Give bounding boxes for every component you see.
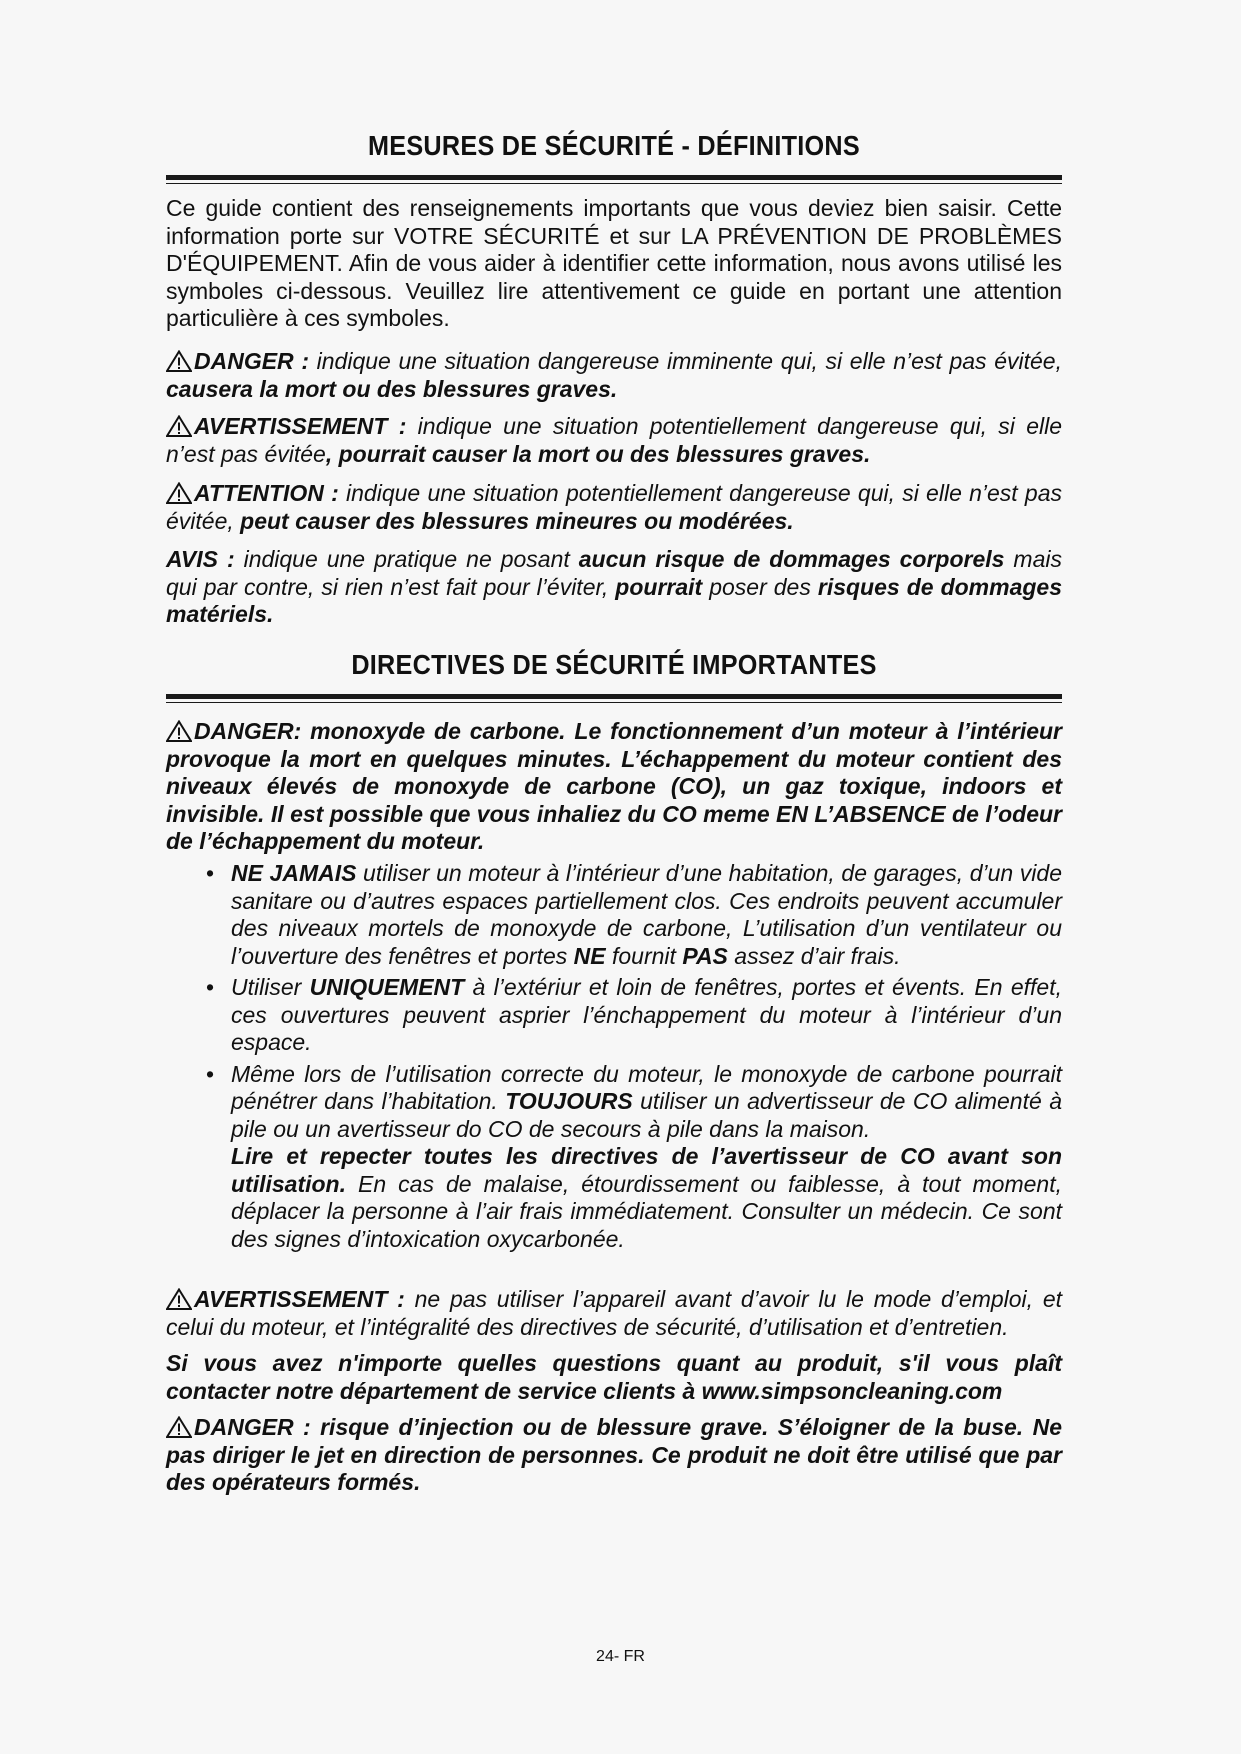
- definition-danger: DANGER : indique une situation dangereuse imminente qui, si elle n’est pas évitée, causera la mort ou des blessures graves.: [166, 348, 1062, 402]
- bullet-item-co-detector: • Même lors de l’utilisation correcte du moteur, le monoxyde de carbone pourrait pénétrer dans l’habitation. TOUJOURS utiliser un advertisseur de CO alimenté à pile ou un avertisseur do CO de secours à pile dans la maison. Lire et repecter toutes les directives de l’avertisseur de CO avant son utilisation. En cas de malaise, étourdissement ou faiblesse, à tout moment, déplacer la personne à l’air frais immédiatement. Consulter un médecin. Ce sont des signes d’intoxication oxycarbonée.: [206, 1060, 1062, 1252]
- page-number: 24- FR: [596, 1648, 645, 1665]
- co-bullet-list: [166, 860, 1062, 1257]
- avertissement-read-manual: AVERTISSEMENT : ne pas utiliser l’appareil avant d’avoir lu le mode d’emploi, et celui du moteur, et l’intégralité des directives de sécurité, d’utilisation et d’entretien.: [166, 1286, 1062, 1340]
- warning-triangle-icon: [166, 415, 192, 437]
- warning-triangle-icon: [166, 350, 192, 372]
- bullet-mark: •: [206, 974, 215, 1000]
- definition-avis: AVIS : indique une pratique ne posant aucun risque de dommages corporels mais qui par contre, si rien n’est fait pour l’éviter, pourrait poser des risques de dommages matériels.: [166, 546, 1062, 627]
- definition-attention: ATTENTION : indique une situation potentiellement dangereuse qui, si elle n’est pas évitée, peut causer des blessures mineures ou modérées.: [166, 480, 1062, 534]
- bullet-item-outdoors-only: • Utiliser UNIQUEMENT à l’extériur et loin de fenêtres, portes et évents. En effet, ces ouvertures peuvent asprier l’énchappement du moteur à l’intérieur d’un espace.: [206, 974, 1062, 1055]
- heading-rule: [166, 175, 1062, 184]
- heading-rule: [166, 694, 1062, 703]
- warning-triangle-icon: [166, 482, 192, 504]
- contact-statement: Si vous avez n'importe quelles questions quant au produit, s'il vous plaît contacter notre département de service clients à www.simpsoncleaning.com: [166, 1350, 1062, 1404]
- bullet-mark: •: [206, 1060, 215, 1087]
- bullet-mark: •: [206, 860, 215, 886]
- warning-triangle-icon: [166, 1416, 192, 1438]
- bullet-item-never-indoors: • NE JAMAIS utiliser un moteur à l’intérieur d’une habitation, de garages, d’un vide sanitare ou d’autres espaces partiellement clos. Ces endroits peuvent accumuler des niveaux mortels de monoxyde de carbone, L’utilisation d’un ventilateur ou l’ouverture des fenêtres et portes NE fournit PAS assez d’air frais.: [206, 860, 1062, 969]
- warning-triangle-icon: [166, 720, 192, 742]
- co-danger-warning: DANGER: monoxyde de carbone. Le fonctionnement d’un moteur à l’intérieur provoque la mort en quelques minutes. L’échappement du moteur contient des niveaux élevés de monoxyde de carbone (CO), un gaz toxique, indoors et invisible. Il est possible que vous inhaliez du CO meme EN L’ABSENCE de l’odeur de l’échappement du moteur.: [166, 718, 1062, 854]
- definition-avertissement: AVERTISSEMENT : indique une situation potentiellement dangereuse qui, si elle n’est pas évitée, pourrait causer la mort ou des blessures graves.: [166, 413, 1062, 467]
- intro-paragraph: Ce guide contient des renseignements importants que vous deviez bien saisir. Cette information porte sur VOTRE SÉCURITÉ et sur LA PRÉVENTION DE PROBLÈMES D'ÉQUIPEMENT. Afin de vous aider à identifier cette information, nous avons utilisé les symboles ci-dessous. Veuillez lire attentivement ce guide en portant une attention particulière à ces symboles.: [166, 195, 1062, 331]
- heading-definitions: MESURES DE SÉCURITÉ - DÉFINITIONS: [368, 130, 860, 161]
- heading-directives: DIRECTIVES DE SÉCURITÉ IMPORTANTES: [351, 649, 877, 680]
- injection-danger-warning: DANGER : risque d’injection ou de blessure grave. S’éloigner de la buse. Ne pas diriger le jet en direction de personnes. Ce produit ne doit être utilisé que par des opérateurs formés.: [166, 1414, 1062, 1495]
- warning-triangle-icon: [166, 1288, 192, 1310]
